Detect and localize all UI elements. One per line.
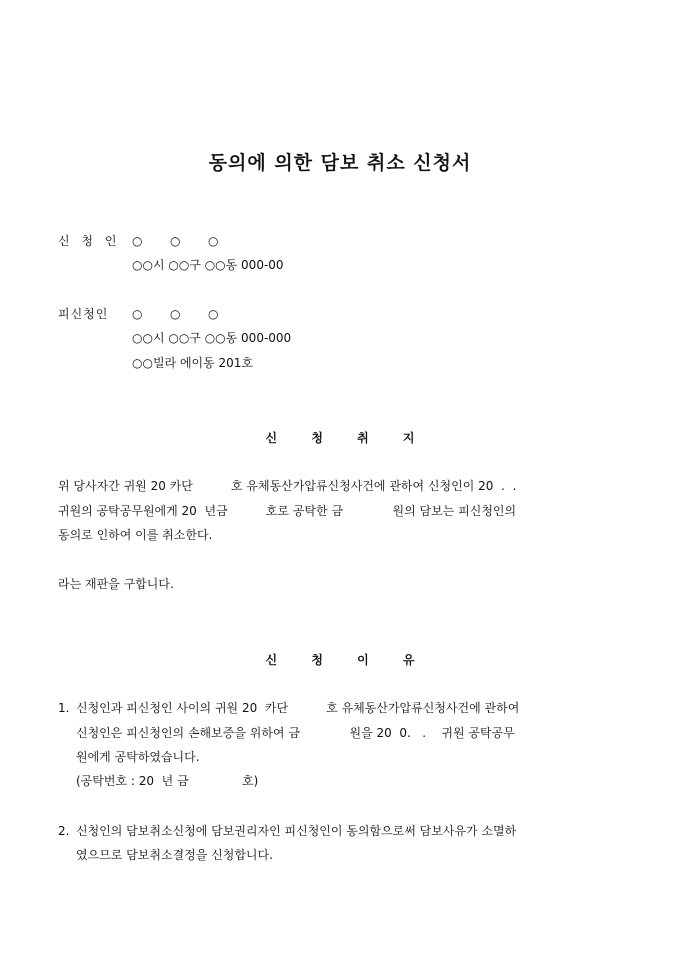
respondent-address: ○○시 ○○구 ○○동 000-000 <box>132 331 292 345</box>
applicant-name-mark: ○ <box>170 234 181 248</box>
purpose-line-3: 동의로 인하여 이를 취소한다. <box>58 528 213 542</box>
purpose-closing: 라는 재판을 구합니다. <box>58 577 174 591</box>
reason-1-line-1: 신청인과 피신청인 사이의 귀원 20 카단 호 유체동산가압류신청사건에 관하여 <box>76 701 520 715</box>
purpose-line-1: 위 당사자간 귀원 20 카단 호 유체동산가압류신청사건에 관하여 신청인이 20 . . <box>58 479 517 493</box>
respondent-label: 피신청인 <box>58 307 109 321</box>
reason-2-line-2: 였으므로 담보취소결정을 신청합니다. <box>76 848 273 862</box>
applicant-label: 신 청 인 <box>58 234 121 248</box>
reason-2-number: 2. <box>58 824 70 838</box>
page-title: 동의에 의한 담보 취소 신청서 <box>208 152 472 174</box>
reasons-heading: 신 청 이 유 <box>265 653 415 667</box>
respondent-name-mark: ○ <box>208 307 219 321</box>
reason-1-number: 1. <box>58 701 70 715</box>
respondent-address-detail: ○○빌라 에이동 201호 <box>132 356 254 370</box>
applicant-name-mark: ○ <box>132 234 143 248</box>
applicant-name-mark: ○ <box>208 234 219 248</box>
respondent-name <box>132 306 246 322</box>
applicant-address: ○○시 ○○구 ○○동 000-00 <box>132 258 284 272</box>
purpose-heading: 신 청 취 지 <box>265 431 415 445</box>
reason-1-line-3: 원에게 공탁하였습니다. <box>76 750 200 764</box>
respondent-name-mark: ○ <box>132 307 143 321</box>
reason-1-line-2: 신청인은 피신청인의 손해보증을 위하여 금 원을 20 0. . 귀원 공탁공무 <box>76 726 515 740</box>
purpose-line-2: 귀원의 공탁공무원에게 20 년금 호로 공탁한 금 원의 담보는 피신청인의 <box>58 504 517 518</box>
applicant-name <box>132 233 246 249</box>
reason-2-line-1: 신청인의 담보취소신청에 담보권리자인 피신청인이 동의함으로써 담보사유가 소멸하 <box>76 824 517 838</box>
deposit-number: (공탁번호 : 20 년 금 호) <box>76 774 259 788</box>
respondent-name-mark: ○ <box>170 307 181 321</box>
